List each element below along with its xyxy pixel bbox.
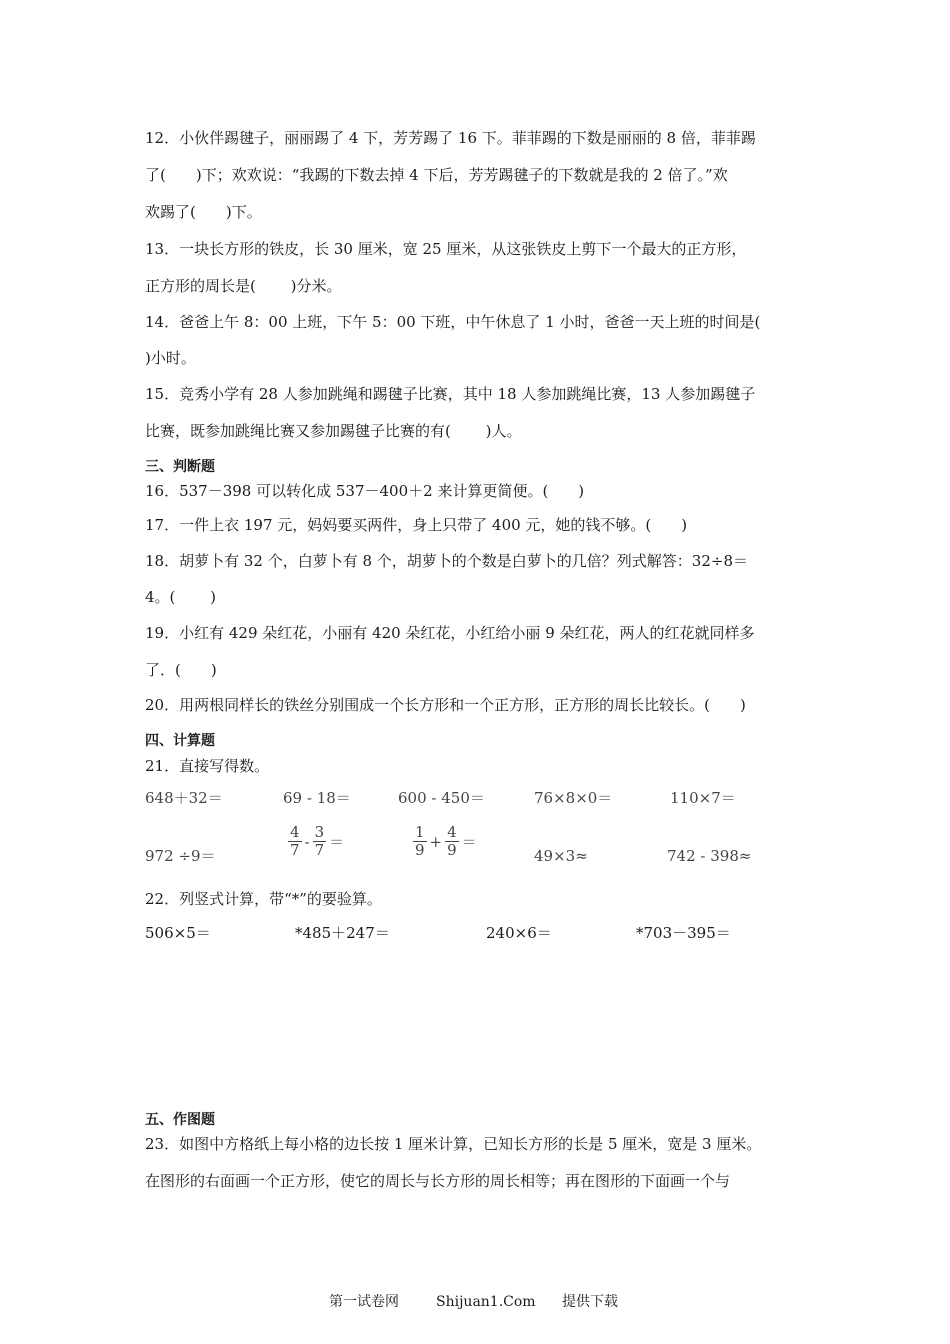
question-22-title: 22．列竖式计算，带“*”的要验算。 bbox=[145, 890, 382, 908]
numerator: 3 bbox=[314, 823, 325, 841]
denominator: 9 bbox=[447, 841, 457, 859]
calc-item: 76×8×0＝ bbox=[534, 789, 613, 807]
question-20: 20．用两根同样长的铁丝分别围成一个长方形和一个正方形，正方形的周长比较长。( ) bbox=[145, 696, 746, 714]
numerator: 4 bbox=[290, 823, 300, 841]
question-17: 17．一件上衣 197 元，妈妈要买两件，身上只带了 400 元，她的钱不够。( ) bbox=[145, 516, 688, 534]
calc-item: 69 - 18＝ bbox=[283, 789, 351, 807]
equals-sign: ＝ bbox=[461, 833, 477, 851]
question-16: 16．537－398 可以转化成 537－400＋2 来计算更简便。( ) bbox=[145, 482, 585, 500]
equals-sign: ＝ bbox=[329, 833, 345, 851]
footer-download-text: 提供下载 bbox=[562, 1294, 618, 1310]
question-14-line-2: )小时。 bbox=[145, 349, 196, 367]
question-12-line-2: 了( )下；欢欢说：“我踢的下数去掉 4 下后，芳芳踢毽子的下数就是我的 2 倍了。”欢 bbox=[145, 166, 728, 184]
section-4-heading: 四、计算题 bbox=[145, 733, 215, 749]
numerator: 4 bbox=[447, 823, 457, 841]
operator: - bbox=[304, 832, 310, 851]
footer-site-url: Shijuan1.Com bbox=[436, 1294, 536, 1310]
denominator: 7 bbox=[314, 841, 325, 859]
denominator: 9 bbox=[415, 841, 425, 859]
calc-item: 110×7＝ bbox=[670, 789, 736, 807]
vertical-calc-item: 506×5＝ bbox=[145, 924, 211, 942]
question-23-line-2: 在图形的右面画一个正方形，使它的周长与长方形的周长相等；再在图形的下面画一个与 bbox=[145, 1172, 731, 1190]
question-14-line-1: 14．爸爸上午 8：00 上班，下午 5：00 下班，中午休息了 1 小时，爸爸一天上班的时间是( bbox=[145, 313, 761, 331]
fraction-expression bbox=[288, 824, 347, 859]
question-19-line-2: 了．( ) bbox=[145, 661, 217, 679]
question-18-line-2: 4。( ) bbox=[145, 588, 217, 606]
calc-item: 972 ÷9＝ bbox=[145, 847, 216, 865]
question-12-line-1: 12．小伙伴踢毽子，丽丽踢了 4 下，芳芳踢了 16 下。菲菲踢的下数是丽丽的 8 倍，菲菲踢 bbox=[145, 129, 756, 147]
section-5-heading: 五、作图题 bbox=[145, 1112, 215, 1128]
vertical-calc-item: *485＋247＝ bbox=[295, 924, 390, 942]
question-19-line-1: 19．小红有 429 朵红花，小丽有 420 朵红花，小红给小丽 9 朵红花，两人的红花就同样多 bbox=[145, 624, 755, 642]
calc-item: 600 - 450＝ bbox=[398, 789, 485, 807]
vertical-calc-item: 240×6＝ bbox=[486, 924, 552, 942]
question-15-line-1: 15．竞秀小学有 28 人参加跳绳和踢毽子比赛，其中 18 人参加跳绳比赛，13 人参加踢毽子 bbox=[145, 385, 756, 403]
denominator: 7 bbox=[290, 841, 300, 859]
calc-item: 742 - 398≈ bbox=[667, 847, 752, 865]
question-13-line-2: 正方形的周长是( )分米。 bbox=[145, 277, 342, 295]
numerator: 1 bbox=[415, 823, 425, 841]
vertical-calc-item: *703－395＝ bbox=[636, 924, 731, 942]
calc-item: 49×3≈ bbox=[534, 847, 588, 865]
fraction-expression bbox=[413, 824, 480, 859]
section-3-heading: 三、判断题 bbox=[145, 459, 215, 475]
question-18-line-1: 18．胡萝卜有 32 个，白萝卜有 8 个，胡萝卜的个数是白萝卜的几倍？列式解答：32÷8＝ bbox=[145, 552, 748, 570]
question-21-title: 21．直接写得数。 bbox=[145, 757, 270, 775]
question-13-line-1: 13．一块长方形的铁皮，长 30 厘米，宽 25 厘米，从这张铁皮上剪下一个最大的正方形， bbox=[145, 240, 747, 258]
question-12-line-3: 欢踢了( )下。 bbox=[145, 203, 262, 221]
calc-item: 648＋32＝ bbox=[145, 789, 223, 807]
operator: + bbox=[429, 832, 443, 851]
question-15-line-2: 比赛，既参加跳绳比赛又参加踢毽子比赛的有( )人。 bbox=[145, 422, 522, 440]
question-23-line-1: 23．如图中方格纸上每小格的边长按 1 厘米计算，已知长方形的长是 5 厘米，宽是 3 厘米。 bbox=[145, 1135, 762, 1153]
footer-site-name: 第一试卷网 bbox=[329, 1294, 399, 1310]
